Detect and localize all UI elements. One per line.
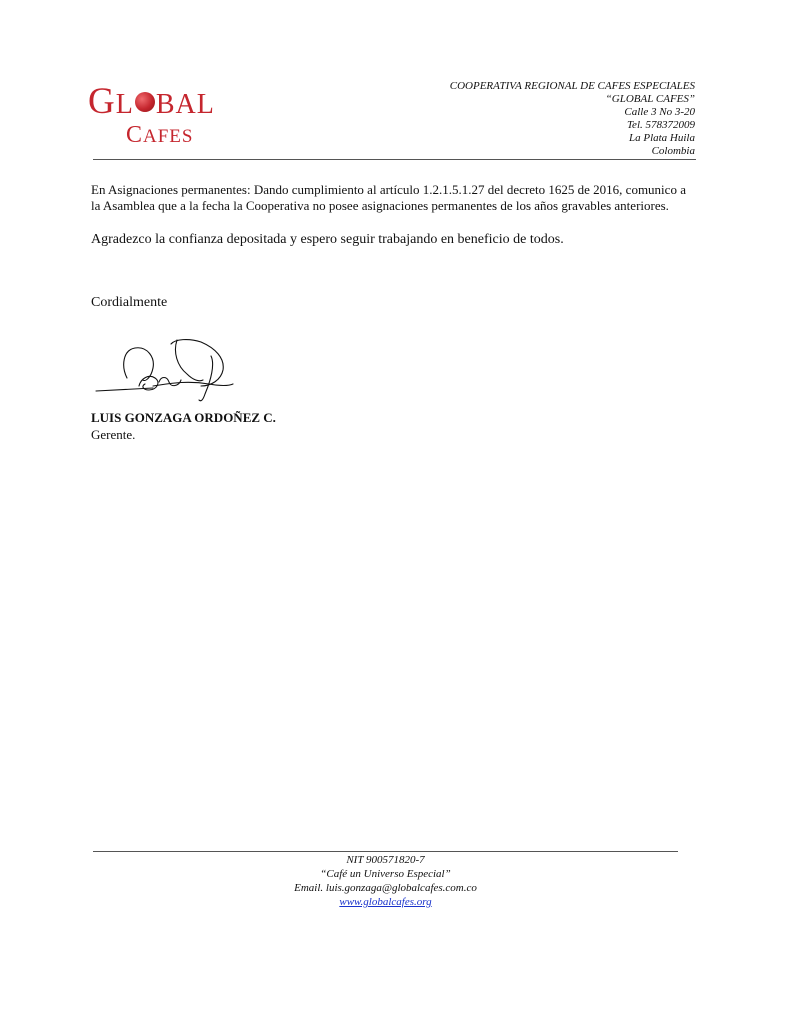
header-line: Tel. 578372009 bbox=[626, 119, 695, 131]
letterhead-address bbox=[450, 80, 695, 158]
handwritten-signature bbox=[93, 336, 243, 406]
header-line: COOPERATIVA REGIONAL DE CAFES ESPECIALES bbox=[449, 80, 695, 92]
header-line: Calle 3 No 3-20 bbox=[624, 106, 695, 118]
body-paragraph-2: Agradezco la confianza depositada y espero seguir trabajando en beneficio de todos. bbox=[91, 232, 564, 247]
logo-wordmark-cafes: CAFES bbox=[126, 122, 194, 148]
logo-coffee-bean-icon bbox=[135, 92, 155, 112]
company-logo bbox=[88, 82, 248, 148]
signer-title: Gerente. bbox=[91, 427, 136, 442]
header-line: Colombia bbox=[651, 145, 695, 157]
header-line: “GLOBAL CAFES” bbox=[605, 93, 695, 105]
letter-footer bbox=[93, 853, 678, 909]
closing-salutation: Cordialmente bbox=[91, 295, 168, 310]
footer-slogan: “Café un Universo Especial” bbox=[320, 868, 451, 880]
body-paragraph-1: En Asignaciones permanentes: Dando cumplimiento al artículo 1.2.1.5.1.27 del decreto 1625 de 2016, comunico a la Asamblea que a la fecha la Cooperativa no posee asignaciones permanentes de los años gravables anteriores. bbox=[91, 182, 686, 213]
footer-nit: NIT 900571820-7 bbox=[346, 854, 425, 866]
footer-email: Email. luis.gonzaga@globalcafes.com.co bbox=[294, 882, 477, 894]
footer-website-link[interactable]: www.globalcafes.org bbox=[339, 896, 432, 908]
footer-divider bbox=[93, 851, 678, 852]
logo-wordmark-global: GL BAL bbox=[88, 81, 215, 122]
header-line: La Plata Huila bbox=[628, 132, 695, 144]
header-divider bbox=[93, 159, 696, 160]
signer-name: LUIS GONZAGA ORDOÑEZ C. bbox=[91, 410, 276, 425]
